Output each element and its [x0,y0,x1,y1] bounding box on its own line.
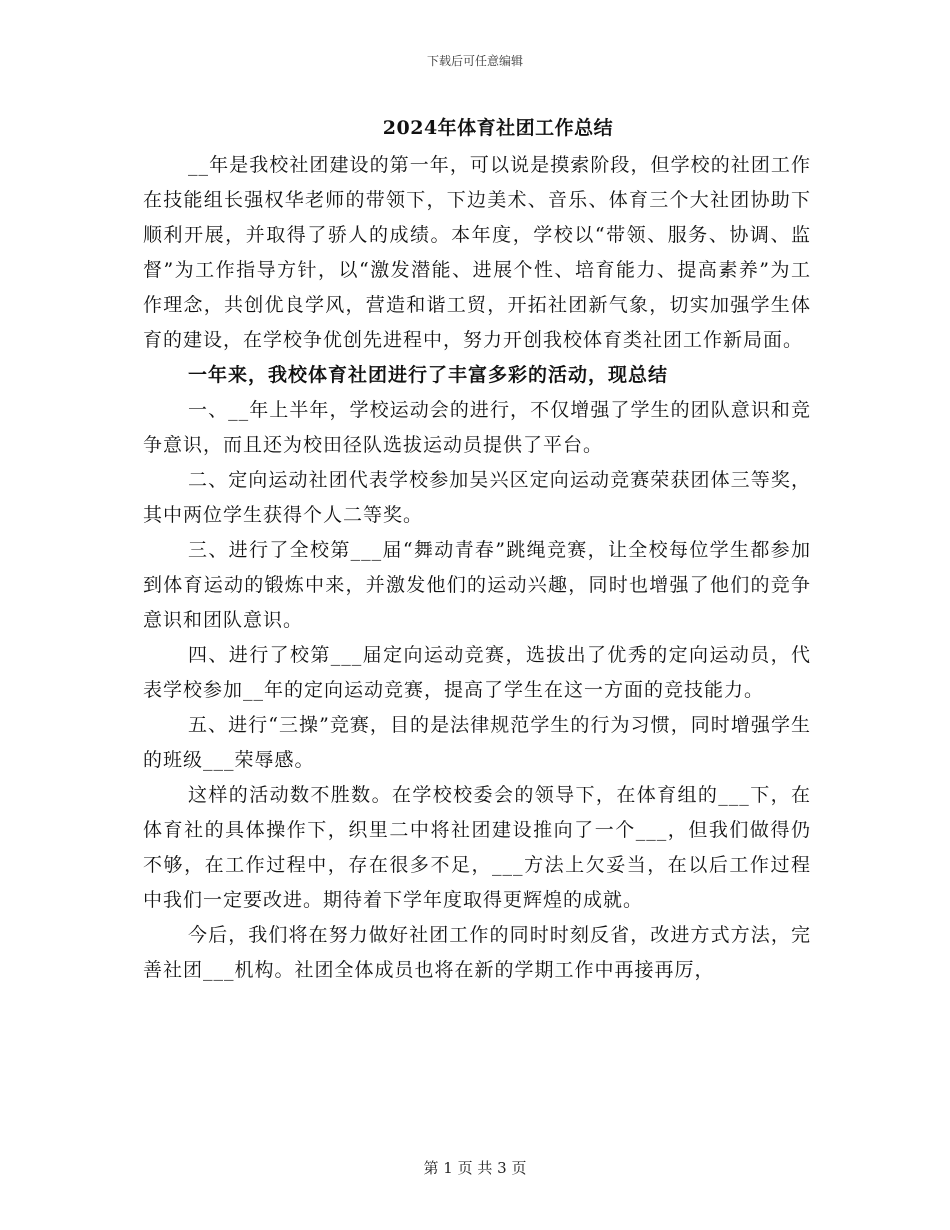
paragraph-reflection: 这样的活动数不胜数。在学校校委会的领导下，在体育组的___下，在体育社的具体操作下，织里二中将社团建设推向了一个___，但我们做得仍不够，在工作过程中，存在很多不足，___方法上欠妥当，在以后工作过程中我们一定要改进。期待着下学年度取得更辉煌的成就。 [143,784,811,911]
paragraph-item-4: 四、进行了校第___届定向运动竞赛，选拔出了优秀的定向运动员，代表学校参加__年的定向运动竞赛，提高了学生在这一方面的竞技能力。 [143,644,811,701]
document-body [143,148,811,988]
paragraph-outlook: 今后，我们将在努力做好社团工作的同时时刻反省，改进方式方法，完善社团___机构。社团全体成员也将在新的学期工作中再接再厉， [143,924,811,981]
page-number: 第 1 页 共 3 页 [423,1159,527,1177]
paragraph-item-3: 三、进行了全校第___届“舞动青春”跳绳竞赛，让全校每位学生都参加到体育运动的锻炼中来，并激发他们的运动兴趣，同时也增强了他们的竞争意识和团队意识。 [143,539,811,631]
paragraph-intro: __年是我校社团建设的第一年，可以说是摸索阶段，但学校的社团工作在技能组长强权华老师的带领下，下边美术、音乐、体育三个大社团协助下顺利开展，并取得了骄人的成绩。本年度，学校以“带领、服务、协调、监督”为工作指导方针，以“激发潜能、进展个性、培育能力、提高素养”为工作理念，共创优良学风，营造和谐工贸，开拓社团新气象，切实加强学生体育的建设，在学校争优创先进程中，努力开创我校体育类社团工作新局面。 [143,154,811,351]
paragraph-item-2: 二、定向运动社团代表学校参加吴兴区定向运动竞赛荣获团体三等奖，其中两位学生获得个人二等奖。 [143,469,811,526]
document-title: 2024年体育社团工作总结 [382,117,614,139]
paragraph-item-1: 一、__年上半年，学校运动会的进行，不仅增强了学生的团队意识和竞争意识，而且还为校田径队选拔运动员提供了平台。 [143,399,811,456]
paragraph-item-5: 五、进行“三操”竞赛，目的是法律规范学生的行为习惯，同时增强学生的班级___荣辱感。 [143,714,811,771]
paragraph-summary-heading: 一年来，我校体育社团进行了丰富多彩的活动，现总结 [188,364,669,386]
page-header-note: 下载后可任意编辑 [426,54,523,68]
